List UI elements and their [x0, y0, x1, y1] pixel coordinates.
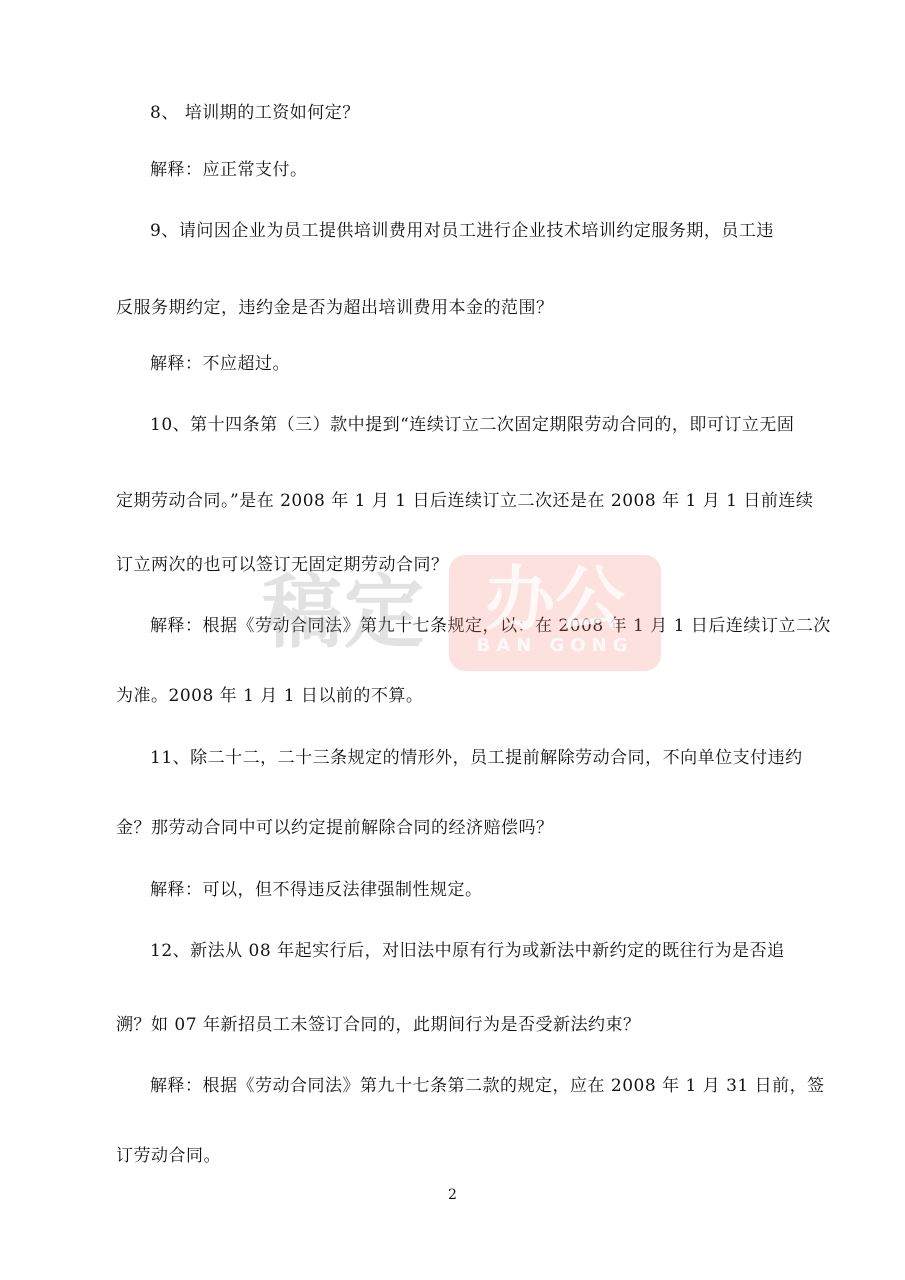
- question-10-line-1: 10、第十四条第（三）款中提到“连续订立二次固定期限劳动合同的，即可订立无固: [150, 415, 795, 435]
- question-11-line-2: 金？那劳动合同中可以约定提前解除合同的经济赔偿吗？: [116, 818, 554, 838]
- answer-10-line-1: 解释：根据《劳动合同法》第九十七条规定，以：在 2008 年 1 月 1 日后连续订立二次: [150, 616, 831, 636]
- question-9-line-1: 9、请问因企业为员工提供培训费用对员工进行企业技术培训约定服务期，员工违: [150, 221, 774, 241]
- question-9-line-2: 反服务期约定，违约金是否为超出培训费用本金的范围？: [116, 298, 554, 318]
- answer-12-line-2: 订劳动合同。: [116, 1146, 221, 1166]
- answer-10-line-2: 为准。2008 年 1 月 1 日以前的不算。: [116, 686, 424, 706]
- question-10-line-3: 订立两次的也可以签订无固定期劳动合同？: [116, 555, 449, 575]
- question-8: 8、 培训期的工资如何定？: [150, 103, 360, 123]
- watermark-badge-subtext: BAN GONG: [476, 635, 634, 656]
- question-11-line-1: 11、除二十二，二十三条规定的情形外，员工提前解除劳动合同，不向单位支付违约: [150, 748, 803, 768]
- question-12-line-1: 12、新法从 08 年起实行后，对旧法中原有行为或新法中新约定的既往行为是否追: [150, 941, 785, 961]
- watermark-badge-text: 办公: [485, 558, 625, 640]
- watermark-text-left: 稿定: [262, 566, 426, 659]
- answer-9: 解释：不应超过。: [150, 354, 290, 374]
- question-10-line-2: 定期劳动合同。”是在 2008 年 1 月 1 日后连续订立二次还是在 2008 年 1 月 1 日前连续: [116, 491, 814, 511]
- page-number: 2: [448, 1187, 457, 1203]
- answer-12-line-1: 解释：根据《劳动合同法》第九十七条第二款的规定，应在 2008 年 1 月 31 日前，签: [150, 1076, 825, 1096]
- question-12-line-2: 溯？如 07 年新招员工未签订合同的，此期间行为是否受新法约束？: [116, 1015, 641, 1035]
- answer-11: 解释：可以，但不得违反法律强制性规定。: [150, 880, 483, 900]
- answer-8: 解释：应正常支付。: [150, 160, 308, 180]
